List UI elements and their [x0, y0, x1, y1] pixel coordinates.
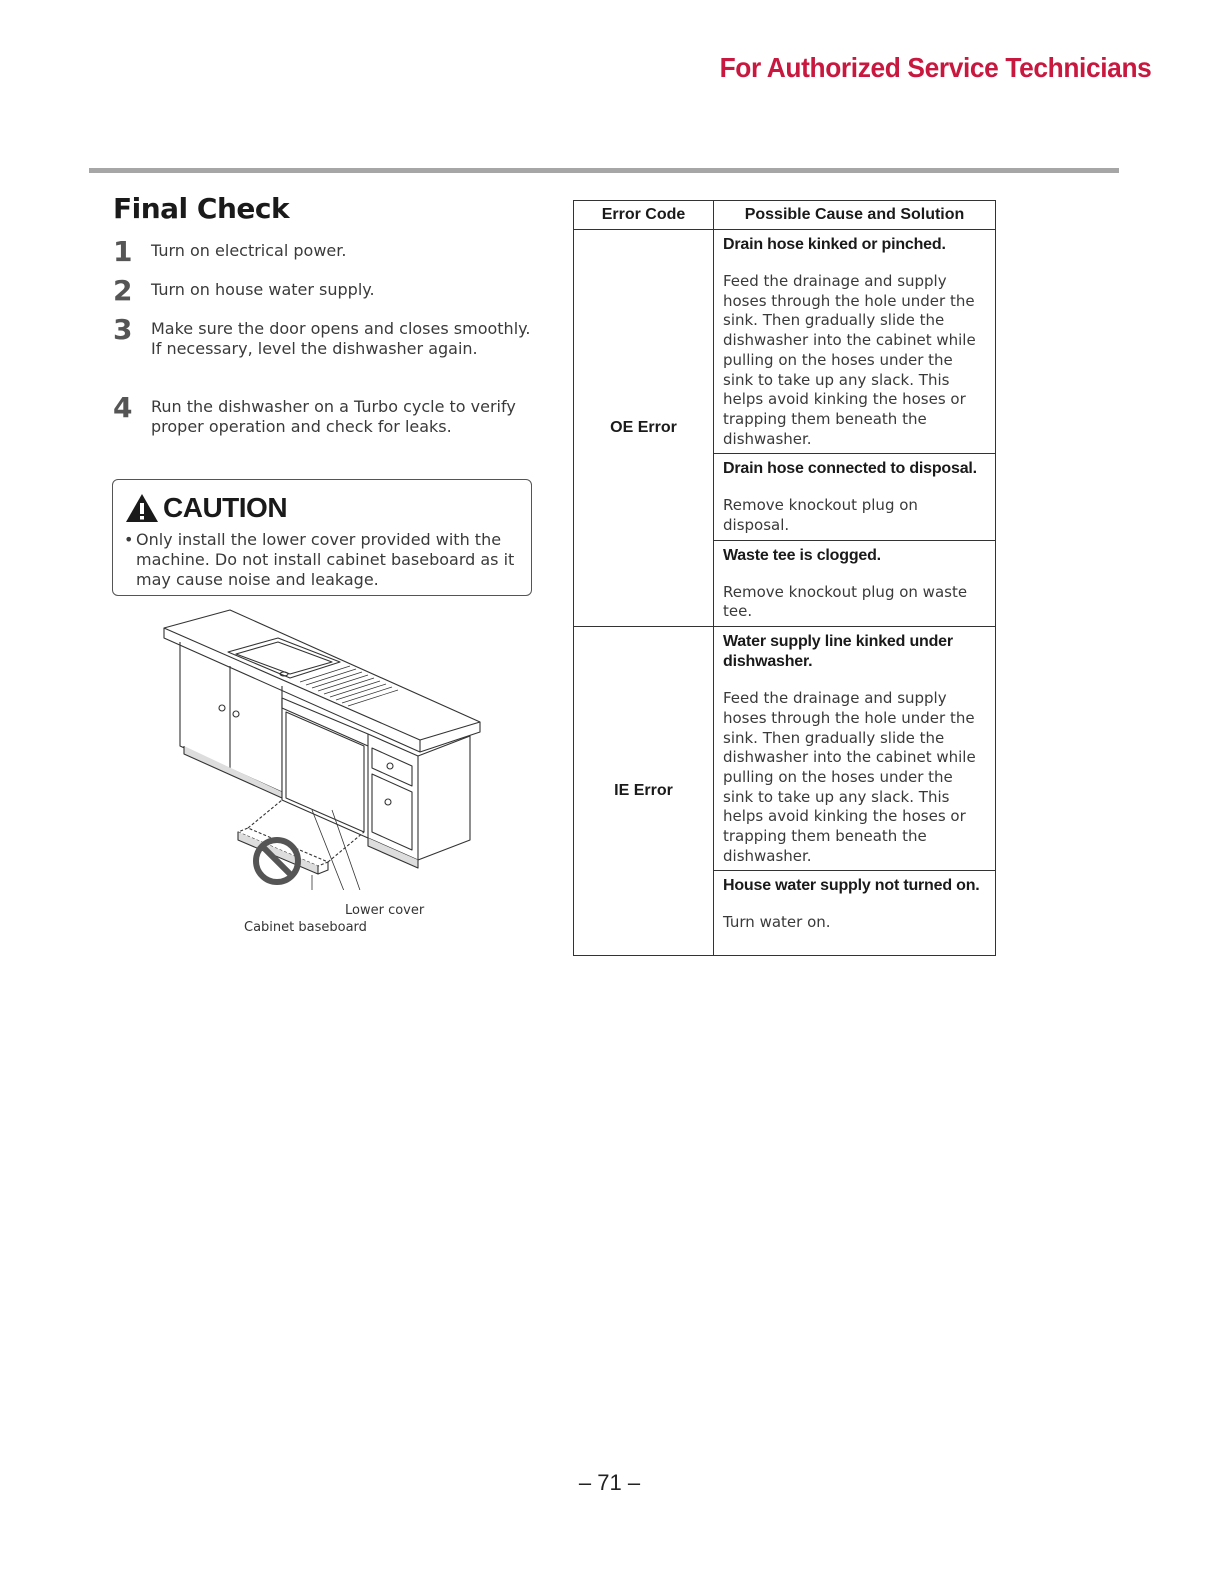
solution-cell	[714, 540, 996, 626]
table-header-row	[574, 201, 996, 230]
table-row	[574, 627, 996, 871]
solution-text: Remove knockout plug on disposal.	[723, 496, 918, 535]
step-number: 2	[113, 274, 133, 307]
solution-text: Turn water on.	[723, 913, 831, 932]
cause-text: House water supply not turned on.	[723, 877, 980, 895]
error-code-cell: OE Error	[574, 230, 714, 627]
caution-body: Only install the lower cover provided with the machine. Do not install cabinet baseboard as it may cause noise and leakage.	[136, 530, 515, 589]
column-header-cause-solution: Possible Cause and Solution	[714, 201, 996, 230]
solution-text: Remove knockout plug on waste tee.	[723, 582, 968, 621]
solution-cell	[714, 627, 996, 871]
cause-text: Drain hose kinked or pinched.	[723, 236, 946, 253]
step-text: Make sure the door opens and closes smoothly. If necessary, level the dishwasher again.	[151, 319, 531, 358]
cause-text: Drain hose connected to disposal.	[723, 460, 977, 478]
step-text: Run the dishwasher on a Turbo cycle to verify proper operation and check for leaks.	[151, 397, 516, 436]
step-number: 1	[113, 235, 133, 268]
solution-text: Feed the drainage and supply hoses through the hole under the sink. Then gradually slide the dishwasher into the cabinet while pulling on the hoses under the sink to take up any slack. This helps avoid kinking the hoses or trapping them beneath the dishwasher.	[723, 272, 976, 448]
cause-text: Water supply line kinked under dishwasher.	[723, 633, 953, 671]
error-code-cell: IE Error	[574, 627, 714, 956]
column-header-error-code: Error Code	[574, 201, 714, 230]
label-lower-cover: Lower cover	[345, 903, 425, 918]
warning-icon	[125, 493, 159, 523]
cabinet-illustration	[150, 600, 490, 890]
solution-text: Feed the drainage and supply hoses through the hole under the sink. Then gradually slide the dishwasher into the cabinet while pulling on the hoses under the sink to take up any slack. This helps avoid kinking the hoses or trapping them beneath the dishwasher.	[723, 689, 976, 865]
step-text: Turn on electrical power.	[151, 241, 347, 260]
step-number: 4	[113, 391, 133, 424]
caution-text	[124, 530, 526, 590]
header-title: For Authorized Service Technicians	[719, 52, 1151, 83]
caution-box	[112, 479, 532, 596]
page-number: – 71 –	[578, 1470, 641, 1495]
label-cabinet-baseboard: Cabinet baseboard	[244, 920, 367, 935]
header-rule	[89, 168, 1119, 173]
solution-cell	[714, 871, 996, 956]
step-number: 3	[113, 313, 133, 346]
step-text: Turn on house water supply.	[151, 280, 375, 299]
error-code-table	[573, 200, 996, 956]
table-row	[574, 230, 996, 454]
cause-text: Waste tee is clogged.	[723, 546, 881, 564]
section-title: Final Check	[113, 192, 290, 225]
bullet: •	[124, 530, 134, 549]
caution-title: CAUTION	[163, 492, 288, 523]
caution-header	[125, 492, 287, 524]
solution-cell	[714, 454, 996, 540]
solution-cell	[714, 230, 996, 454]
